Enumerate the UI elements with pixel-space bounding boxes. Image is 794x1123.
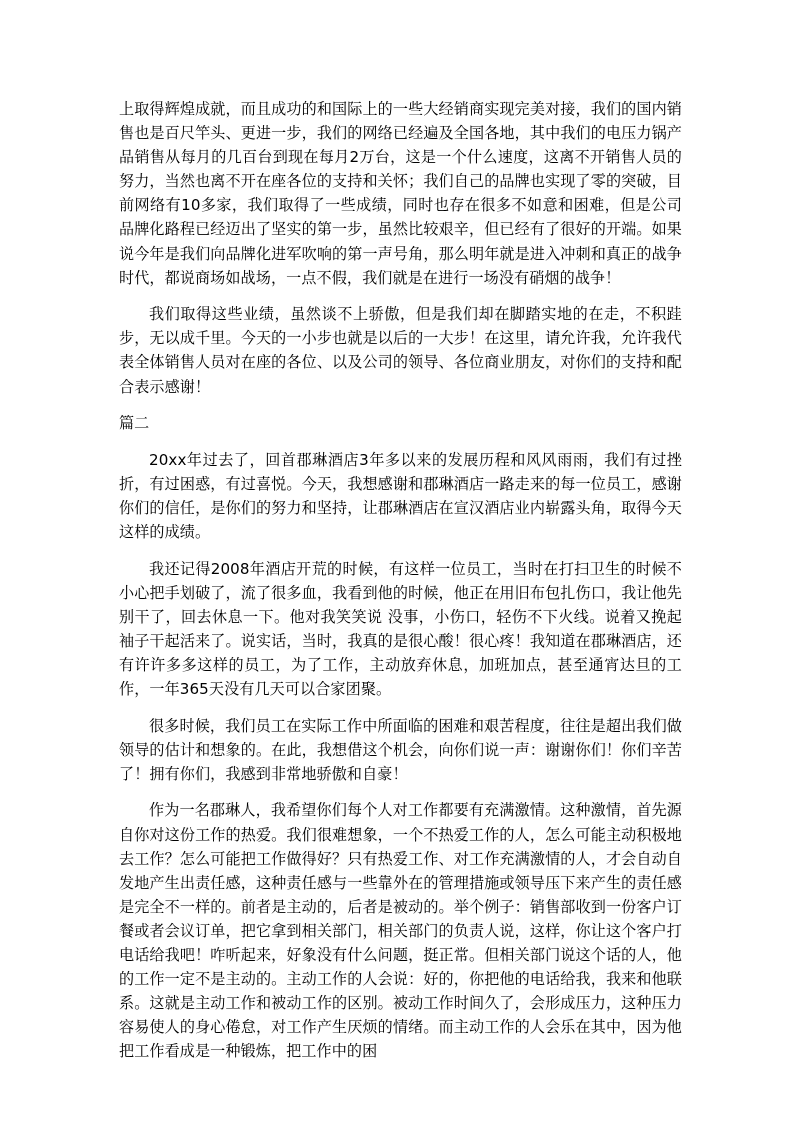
paragraph-year-review: 20xx年过去了，回首郡琳酒店3年多以来的发展历程和风风雨雨，我们有过挫折，有过困惑，有过喜悦。今天，我想感谢和郡琳酒店一路走来的每一位员工，感谢你们的信任，是你们的努力和坚持，让郡琳酒店在宣汉酒店业内崭露头角，取得今天这样的成绩。 <box>119 450 682 541</box>
document-body <box>119 97 682 1063</box>
paragraph-thanks: 我们取得这些业绩，虽然谈不上骄傲，但是我们却在脚踏实地的在走，不积跬步，无以成千里。今天的一小步也就是以后的一大步！在这里，请允许我，允许我代表全体销售人员对在座的各位、以及公司的领导、各位商业朋友，对你们的支持和配合表示感谢！ <box>119 305 682 396</box>
paragraph-gratitude: 很多时候，我们员工在实际工作中所面临的困难和艰苦程度，往往是超出我们做领导的估计和想象的。在此，我想借这个机会，向你们说一声：谢谢你们！你们辛苦了！拥有你们，我感到非常地骄傲和自豪！ <box>119 716 682 783</box>
paragraph-continuation: 上取得辉煌成就，而且成功的和国际上的一些大经销商实现完美对接，我们的国内销售也是百尺竿头、更进一步，我们的网络已经遍及全国各地，其中我们的电压力锅产品销售从每月的几百台到现在每月2万台，这是一个什么速度，这离不开销售人员的努力，当然也离不开在座各位的支持和关怀；我们自己的品牌也实现了零的突破，目前网络有10多家，我们取得了一些成绩，同时也存在很多不如意和困难，但是公司品牌化路程已经迈出了坚实的第一步，虽然比较艰辛，但已经有了很好的开端。如果说今年是我们向品牌化进军吹响的第一声号角，那么明年就是进入冲刺和真正的战争时代，都说商场如战场，一点不假，我们就是在进行一场没有硝烟的战争！ <box>119 100 682 287</box>
paragraph-staff-story: 我还记得2008年酒店开荒的时候，有这样一位员工，当时在打扫卫生的时候不小心把手划破了，流了很多血，我看到他的时候，他正在用旧布包扎伤口，我让他先别干了，回去休息一下。他对我笑笑说 没事，小伤口，轻伤不下火线。说着又挽起袖子干起活来了。说实话，当时，我真的是很心酸！很心疼！我知道在郡琳酒店，还有许许多多这样的员工，为了工作，主动放弃休息，加班加点，甚至通宵达旦的工作，一年365天没有几天可以合家团聚。 <box>119 559 682 699</box>
paragraph-work-passion: 作为一名郡琳人，我希望你们每个人对工作都要有充满激情。这种激情，首先源自你对这份工作的热爱。我们很难想象，一个不热爱工作的人，怎么可能主动积极地去工作？怎么可能把工作做得好？只有热爱工作、对工作充满激情的人，才会自动自发地产生出责任感，这种责任感与一些靠外在的管理措施或领导压下来产生的责任感是完全不一样的。前者是主动的，后者是被动的。举个例子：销售部收到一份客户订餐或者会议订单，把它拿到相关部门，相关部门的负责人说，这样，你让这个客户打电话给我吧！咋听起来，好象没有什么问题，挺正常。但相关部门说这个话的人，他的工作一定不是主动的。主动工作的人会说：好的，你把他的电话给我，我来和他联系。这就是主动工作和被动工作的区别。被动工作时间久了，会形成压力，这种压力容易使人的身心倦怠，对工作产生厌烦的情绪。而主动工作的人会乐在其中，因为他把工作看成是一种锻炼，把工作中的困 <box>119 801 682 1061</box>
section-heading: 篇二 <box>119 414 150 433</box>
